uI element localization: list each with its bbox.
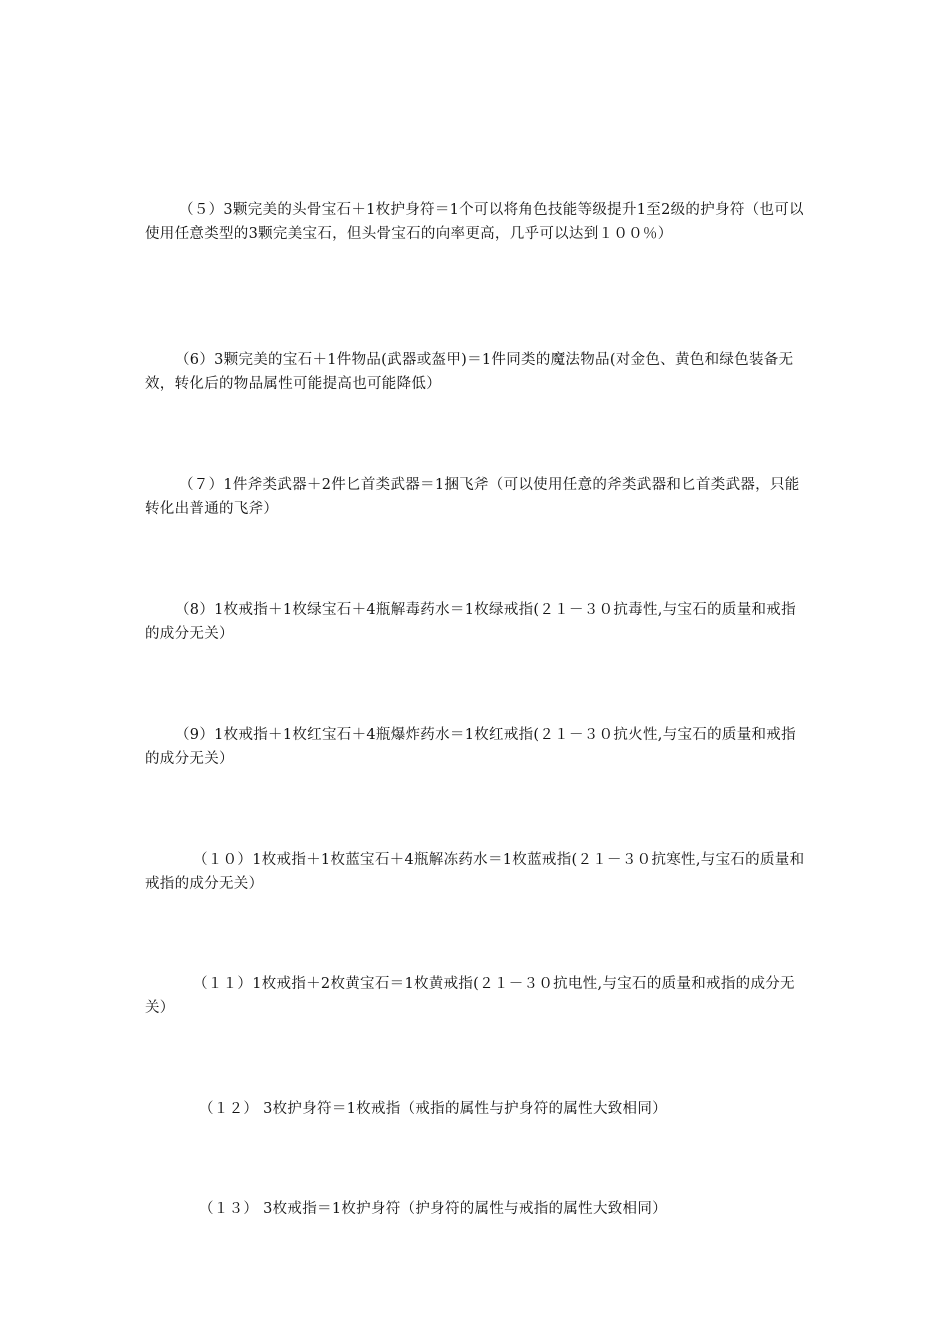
recipe-paragraph-5: （５）3颗完美的头骨宝石＋1枚护身符＝1个可以将角色技能等级提升1至2级的护身符（也可以使用任意类型的3颗完美宝石，但头骨宝石的向率更高，几乎可以达到１００％） bbox=[145, 202, 804, 242]
recipe-paragraph-13: （１３） 3枚戒指＝1枚护身符（护身符的属性与戒指的属性大致相同） bbox=[199, 1201, 667, 1217]
recipe-paragraph-10: （１０）1枚戒指＋1枚蓝宝石＋4瓶解冻药水＝1枚蓝戒指(２１－３０抗寒性,与宝石的质量和戒指的成分无关） bbox=[145, 852, 805, 892]
recipe-paragraph-9: （9）1枚戒指＋1枚红宝石＋4瓶爆炸药水＝1枚红戒指(２１－３０抗火性,与宝石的质量和戒指的成分无关） bbox=[145, 727, 796, 767]
recipe-paragraph-11: （１１）1枚戒指＋2枚黄宝石＝1枚黄戒指(２１－３０抗电性,与宝石的质量和戒指的成分无关） bbox=[145, 976, 795, 1016]
recipe-paragraph-6: （6）3颗完美的宝石＋1件物品(武器或盔甲)＝1件同类的魔法物品(对金色、黄色和绿色装备无效，转化后的物品属性可能提高也可能降低） bbox=[145, 352, 794, 392]
recipe-paragraph-8: （8）1枚戒指＋1枚绿宝石＋4瓶解毒药水＝1枚绿戒指(２１－３０抗毒性,与宝石的质量和戒指的成分无关） bbox=[145, 602, 796, 642]
recipe-paragraph-7: （７）1件斧类武器＋2件匕首类武器＝1捆飞斧（可以使用任意的斧类武器和匕首类武器，只能转化出普通的飞斧） bbox=[145, 477, 800, 517]
recipe-paragraph-12: （１２） 3枚护身符＝1枚戒指（戒指的属性与护身符的属性大致相同） bbox=[199, 1101, 667, 1117]
